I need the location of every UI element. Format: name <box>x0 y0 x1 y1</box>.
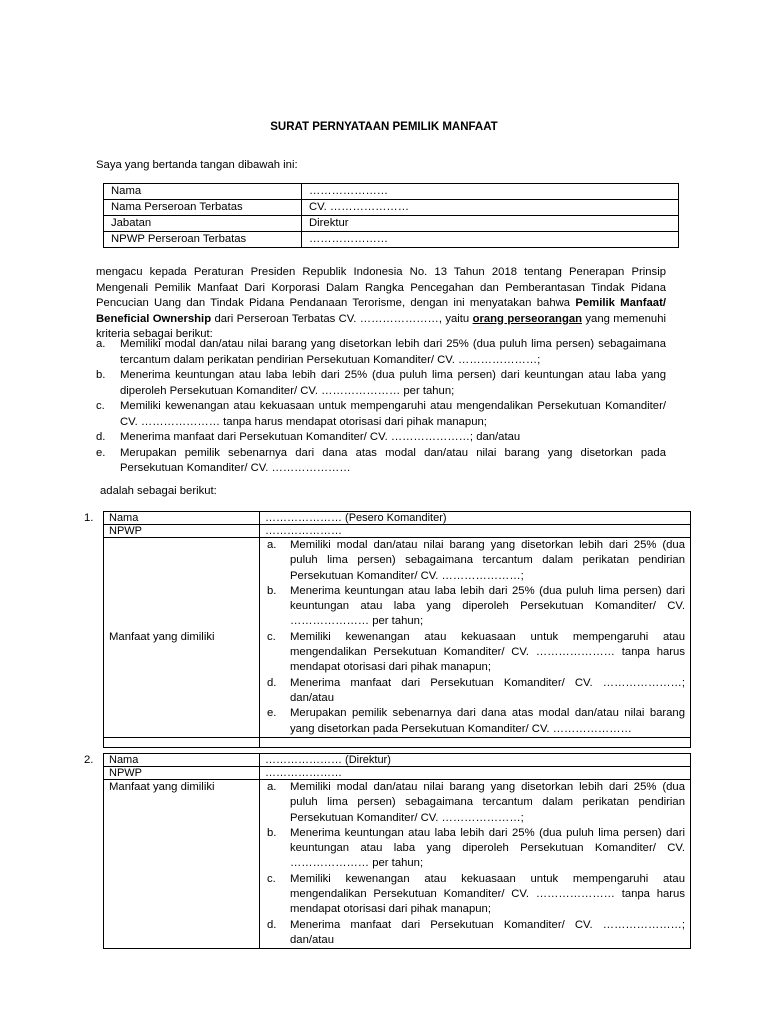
owner-npwp-value: ………………… <box>260 525 691 538</box>
benefit-list <box>265 780 685 948</box>
list-item <box>265 826 685 872</box>
owner-npwp-value: ………………… <box>260 767 691 780</box>
owner-number: 2. <box>84 754 94 766</box>
list-text: Menerima manfaat dari Persekutuan Komanditer/ CV. …………………; dan/atau <box>290 918 685 946</box>
owner-benefit-label: Manfaat yang dimiliki <box>104 780 260 949</box>
list-marker: b. <box>267 826 277 839</box>
owner-table <box>103 753 691 949</box>
list-marker: a. <box>96 338 106 350</box>
individual-term: orang perseorangan <box>472 312 583 325</box>
list-marker: d. <box>267 918 277 931</box>
list-item <box>96 337 666 368</box>
list-item <box>96 430 666 446</box>
list-item <box>265 538 685 584</box>
benefit-list <box>265 538 685 737</box>
owner-number: 1. <box>84 512 94 524</box>
owner-benefits-cell <box>260 538 691 738</box>
list-text: Memiliki kewenangan atau kekuasaan untuk mempengaruhi atau mengendalikan Persekutuan Komanditer/ CV. ………………… tanpa harus mendapat otorisasi dari pihak manapun; <box>120 400 666 428</box>
list-marker: b. <box>267 584 277 597</box>
owner-benefit-label: Manfaat yang dimiliki <box>104 538 260 738</box>
list-text: Memiliki kewenangan atau kekuasaan untuk mempengaruhi atau mengendalikan Persekutuan Komanditer/ CV. ………………… tanpa harus mendapat otorisasi dari pihak manapun; <box>290 630 685 674</box>
list-text: Memiliki modal dan/atau nilai barang yang disetorkan lebih dari 25% (dua puluh lima persen) sebagaimana tercantum dalam perikatan pendirian Persekutuan Komanditer/ CV. …………………; <box>120 338 666 366</box>
table-row <box>104 780 691 949</box>
list-item <box>265 584 685 630</box>
list-text: Menerima keuntungan atau laba lebih dari 25% (dua puluh lima persen) dari keuntungan atau laba yang diperoleh Persekutuan Komanditer/ CV. ………………… per tahun; <box>290 826 685 870</box>
identity-label: Nama <box>104 184 302 200</box>
section-lead: adalah sebagai berikut: <box>100 485 217 497</box>
list-marker: a. <box>267 781 277 793</box>
list-item <box>96 368 666 399</box>
statement-text: dari Perseroan Terbatas CV. …………………, yaitu <box>211 312 473 325</box>
list-item <box>265 676 685 707</box>
list-marker: d. <box>267 676 277 689</box>
identity-label: Jabatan <box>104 216 302 232</box>
list-item <box>265 630 685 676</box>
list-text: Menerima keuntungan atau laba lebih dari 25% (dua puluh lima persen) dari keuntungan atau laba yang diperoleh Persekutuan Komanditer/ CV. ………………… per tahun; <box>120 369 666 397</box>
owner-name-label: Nama <box>104 754 260 767</box>
list-item <box>265 918 685 949</box>
table-row <box>104 216 679 232</box>
owner-name-value: ………………… (Pesero Komanditer) <box>260 512 691 525</box>
statement-text: mengacu kepada Peraturan Presiden Republik Indonesia No. 13 Tahun 2018 tentang Penerapan Prinsip Mengenali Pemilik Manfaat Dari Korporasi Dalam Rangka Pencegahan dan Pemberantasan Tindak Pidana Pencucian Uang dan Tindak Pidana Pendanaan Terorisme, dengan ini menyatakan bahwa <box>96 266 666 309</box>
identity-value: ………………… <box>302 232 679 248</box>
statement-paragraph <box>96 265 666 343</box>
owner-name-value: ………………… (Direktur) <box>260 754 691 767</box>
table-row <box>104 512 691 525</box>
statement-text: yang memenuhi kriteria sebagai berikut: <box>96 312 666 340</box>
table-row <box>104 767 691 780</box>
list-item <box>96 446 666 477</box>
owner-table <box>103 511 691 748</box>
identity-value: ………………… <box>302 184 679 200</box>
list-text: Merupakan pemilik sebenarnya dari dana atas modal dan/atau nilai barang yang disetorkan pada Persekutuan Komanditer/ CV. ………………… <box>290 707 685 735</box>
table-row <box>104 232 679 248</box>
owner-benefits-cell <box>260 780 691 949</box>
intro-text: Saya yang bertanda tangan dibawah ini: <box>96 159 298 171</box>
table-row <box>104 184 679 200</box>
list-item <box>265 872 685 918</box>
list-text: Menerima manfaat dari Persekutuan Komanditer/ CV. …………………; dan/atau <box>290 676 685 704</box>
identity-label: NPWP Perseroan Terbatas <box>104 232 302 248</box>
owner-name-label: Nama <box>104 512 260 525</box>
list-marker: b. <box>96 369 106 381</box>
list-marker: e. <box>96 446 106 459</box>
table-row <box>104 525 691 538</box>
list-marker: d. <box>96 431 106 443</box>
identity-value: Direktur <box>302 216 679 232</box>
list-text: Merupakan pemilik sebenarnya dari dana atas modal dan/atau nilai barang yang disetorkan pada Persekutuan Komanditer/ CV. ………………… <box>120 446 666 474</box>
list-text: Menerima keuntungan atau laba lebih dari 25% (dua puluh lima persen) dari keuntungan atau laba yang diperoleh Persekutuan Komanditer/ CV. ………………… per tahun; <box>290 584 685 628</box>
list-text: Memiliki kewenangan atau kekuasaan untuk mempengaruhi atau mengendalikan Persekutuan Komanditer/ CV. ………………… tanpa harus mendapat otorisasi dari pihak manapun; <box>290 872 685 916</box>
identity-value: CV. ………………… <box>302 200 679 216</box>
list-item <box>265 780 685 826</box>
list-item <box>96 399 666 430</box>
list-item <box>265 706 685 737</box>
table-row <box>104 754 691 767</box>
table-row-empty <box>104 737 691 747</box>
list-marker: c. <box>267 630 276 643</box>
owner-npwp-label: NPWP <box>104 767 260 780</box>
table-row <box>104 200 679 216</box>
table-row <box>104 538 691 738</box>
page-title: SURAT PERNYATAAN PEMILIK MANFAAT <box>270 121 498 133</box>
identity-label: Nama Perseroan Terbatas <box>104 200 302 216</box>
list-text: Memiliki modal dan/atau nilai barang yang disetorkan lebih dari 25% (dua puluh lima persen) sebagaimana tercantum dalam perikatan pendirian Persekutuan Komanditer/ CV. …………………; <box>290 781 685 824</box>
list-marker: e. <box>267 707 277 720</box>
beneficial-owner-term: Pemilik Manfaat/ Beneficial Ownership <box>96 297 666 325</box>
identity-table <box>103 183 679 248</box>
list-marker: a. <box>267 539 277 551</box>
criteria-list <box>96 337 666 477</box>
list-marker: c. <box>267 872 276 885</box>
owner-npwp-label: NPWP <box>104 525 260 538</box>
list-text: Memiliki modal dan/atau nilai barang yang disetorkan lebih dari 25% (dua puluh lima persen) sebagaimana tercantum dalam perikatan pendirian Persekutuan Komanditer/ CV. …………………; <box>290 539 685 582</box>
list-marker: c. <box>96 400 105 412</box>
list-text: Menerima manfaat dari Persekutuan Komanditer/ CV. …………………; dan/atau <box>120 431 521 443</box>
